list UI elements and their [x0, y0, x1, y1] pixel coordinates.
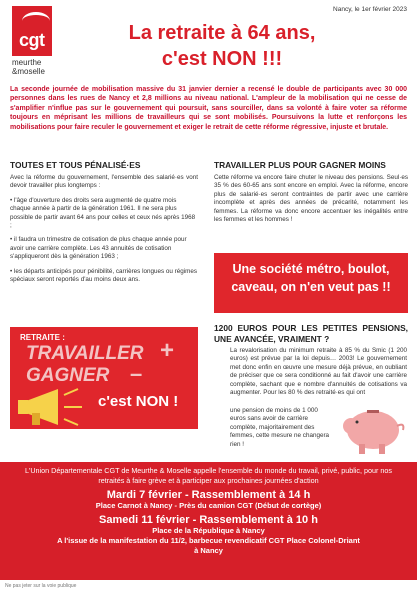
disclaimer: Ne pas jeter sur la voie publique	[5, 583, 77, 589]
logo-name: cgt	[19, 30, 45, 50]
right-heading: TRAVAILLER PLUS POUR GAGNER MOINS	[214, 160, 386, 170]
banner-line2: caveau, on n'en veut pas !!	[231, 280, 391, 294]
banner-travailler: TRAVAILLER	[26, 343, 144, 364]
event-2-detail-2: à Nancy	[194, 546, 223, 555]
dateline: Nancy, le 1er février 2023	[333, 6, 407, 13]
banner-cest-non: c'est NON !	[98, 393, 179, 410]
right-paragraph-1: Cette réforme va encore faire chuter le niveau des pensions. Seul·es 35 % des 60-65 ans sont encore en emploi. Avec la réforme, encore plus de salarié·es seront contraintes de partir avec une carrière incomplète et après des années de précarité, notamment les femmes. La réforme va donc encore accentuer les inégalités entre les femmes et les hommes !	[214, 174, 408, 224]
logo-swoosh	[22, 12, 50, 30]
piggy-bank-icon	[337, 400, 407, 456]
title-line2: c'est NON !!!	[161, 48, 283, 70]
right-column	[214, 160, 408, 224]
megaphone-icon	[18, 387, 88, 427]
banner-gagner: GAGNER	[26, 365, 110, 386]
cgt-logo	[6, 6, 80, 78]
list-item: • les départs anticipés pour pénibilité, carrières longues ou régimes spéciaux seront reportés d'au moins deux ans.	[10, 268, 198, 285]
banner-tag: RETRAITE :	[20, 333, 65, 342]
event-2-detail: A l'issue de la manifestation du 11/2, barbecue revendicatif CGT Place Colonel-Driant	[57, 536, 360, 545]
left-heading: TOUTES ET TOUS PÉNALISÉ·ES	[10, 160, 141, 170]
list-item: • l'âge d'ouverture des droits sera augmenté de quatre mois chaque année à partir de la génération 1961. Il ne sera plus possible de partir avant 64 ans pour celles et ceux nés après 1968 ;	[10, 197, 198, 231]
intro-paragraph: La seconde journée de mobilisation massive du 31 janvier dernier a recensé le double de participants avec 30 000 personnes dans les rues de Nancy et 2,8 millions au niveau national. L'ampleur de la mobilisation qui ne cesse de s'amplifier n'influe pas sur le gouvernement qui poursuit, sans sourciller, dans sa volonté à faire voter sa réforme toujours en méprisant les millions de travailleurs qui se sont mobilisés. Poursuivons la lutte et renforçons les mobilisations pour faire reculer le gouvernement et exiger le retrait de cette réforme régressive, injuste et brutale.	[10, 86, 407, 131]
call-to-action-footer	[0, 462, 417, 580]
logo-box	[12, 6, 52, 56]
pensions-heading: 1200 EUROS POUR LES PETITES PENSIONS, UNE AVANCÉE, VRAIMENT ?	[214, 323, 408, 344]
event-1: Mardi 7 février - Rassemblement à 14 h	[106, 489, 311, 501]
pensions-paragraph-2: une pension de moins de 1 000 euros sans avoir de carrière complète, majoritairement des femmes, cette mesure ne changera rien !	[230, 407, 330, 448]
event-1-place: Place Carnot à Nancy - Près du camion CGT (Début de cortège)	[95, 501, 322, 510]
logo-dept-line1: meurthe	[12, 58, 42, 67]
left-column	[10, 160, 198, 284]
metro-boulot-banner	[214, 253, 408, 313]
list-item: • il faudra un trimestre de cotisation de plus chaque année pour avoir une carrière complète. Les 43 annuités de cotisation s'appliqueront dès la génération 1963 ;	[10, 236, 198, 261]
left-lead: Avec la réforme du gouvernement, l'ensemble des salarié·es vont devoir travailler plus longtemps :	[10, 174, 198, 190]
retraite-banner-image	[10, 327, 198, 429]
minus-icon: –	[130, 361, 143, 386]
banner-line1: Une société métro, boulot,	[232, 262, 390, 276]
pensions-paragraph: La revalorisation du minimum retraite à 85 % du Smic (1 200 euros) est prévue par la loi depuis… 2003! Le gouvernement met donc enfin en œuvre une mesure déjà prévue, en oubliant de préciser que ce sera conditionné au fait d'avoir une carrière complète, sachant que e nombre d'annuités de cotisations va augmenter. Pour les 80 % des retraité·es qui ont	[230, 347, 407, 397]
page-title	[92, 20, 352, 72]
event-2: Samedi 11 février - Rassemblement à 10 h	[99, 514, 318, 526]
plus-icon: +	[160, 337, 175, 364]
footer-intro: L'Union Départementale CGT de Meurthe & Moselle appelle l'ensemble du monde du travail, privé, public, pour nos retraités à faire grève et à participer aux prochaines journées d'action	[25, 466, 392, 485]
title-line1: La retraite à 64 ans,	[128, 22, 316, 44]
logo-dept-line2: &moselle	[12, 67, 45, 76]
event-2-place: Place de la République à Nancy	[152, 526, 265, 535]
